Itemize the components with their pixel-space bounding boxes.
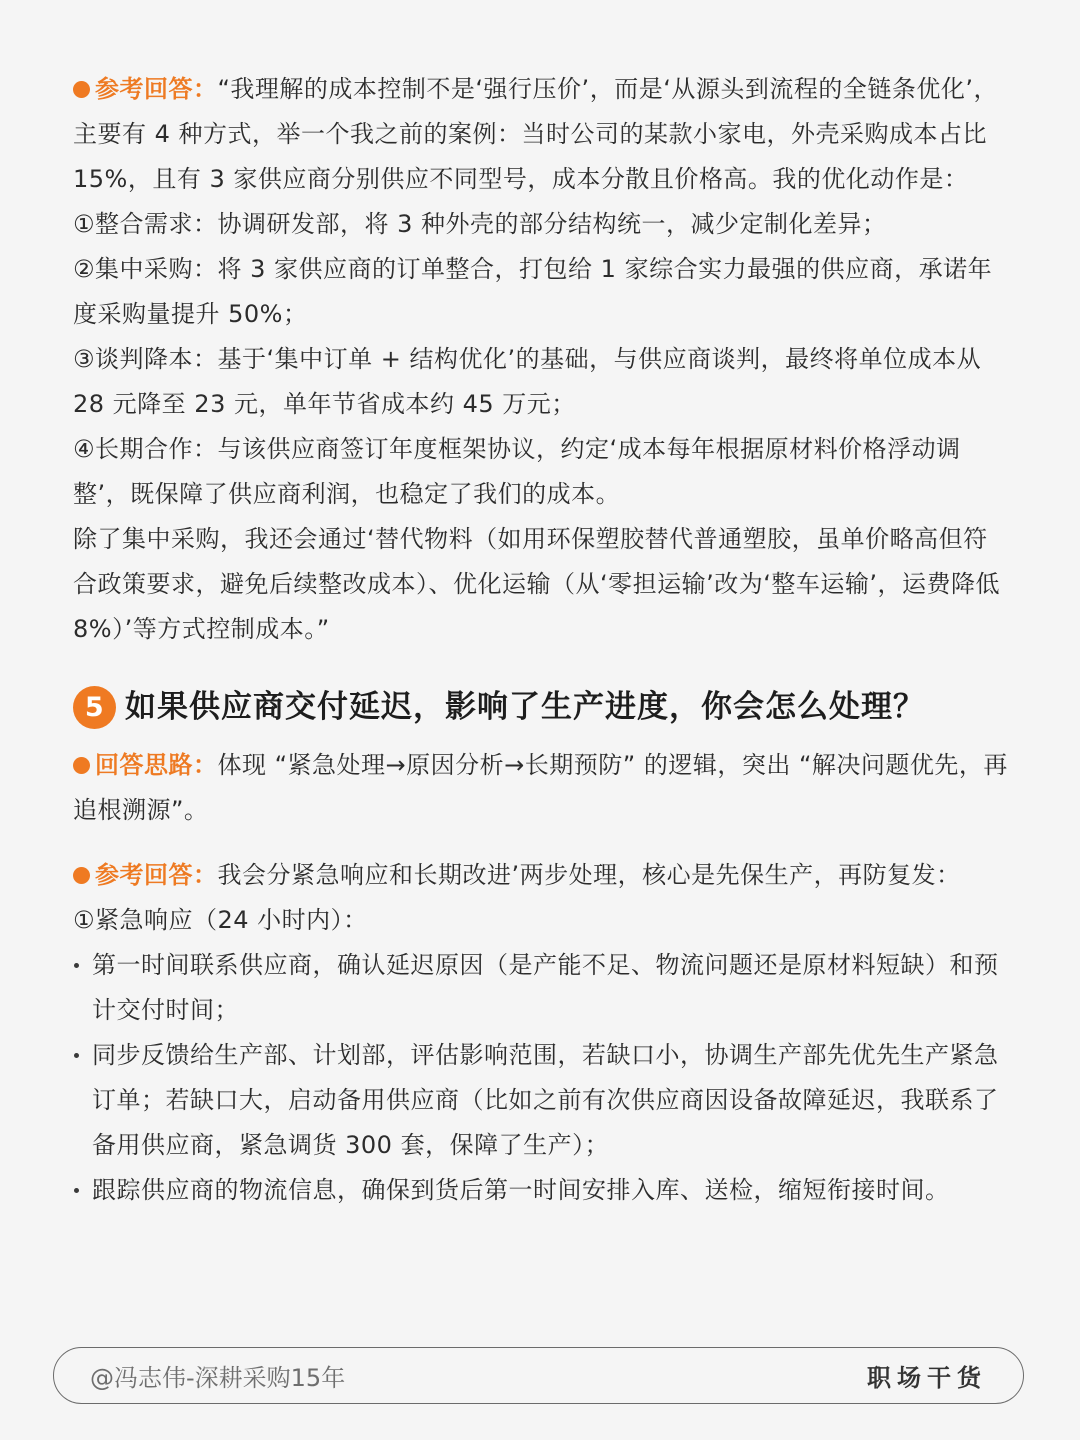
answer1-step-1: ①整合需求：协调研发部，将 3 种外壳的部分结构统一，减少定制化差异； <box>73 210 887 238</box>
list-item: 跟踪供应商的物流信息，确保到货后第一时间安排入库、送检，缩短衔接时间。 <box>73 1168 1008 1213</box>
article-body <box>73 67 1008 1213</box>
answer1-step-2: ②集中采购：将 3 家供应商的订单整合，打包给 1 家综合实力最强的供应商，承诺年度采购量提升 50%； <box>73 255 993 328</box>
section-5-title: 如果供应商交付延迟，影响了生产进度，你会怎么处理？ <box>125 688 925 725</box>
section-number-badge: 5 <box>73 686 116 729</box>
answer1-intro-paragraph <box>73 67 1008 202</box>
response-bullet-list <box>73 943 1008 1213</box>
bullet-dot-icon <box>73 81 90 98</box>
answer1-closing: 除了集中采购，我还会通过‘替代物料（如用环保塑胶替代普通塑胶，虽单价略高但符合政策要求，避免后续整改成本）、优化运输（从‘零担运输’改为‘整车运输’，运费降低 8%）’等方式控制成本。” <box>73 525 1001 643</box>
bullet-dot-icon <box>73 867 90 884</box>
approach-label: 回答思路： <box>95 751 218 779</box>
approach-paragraph <box>73 743 1008 833</box>
answer2-label: 参考回答： <box>95 861 218 889</box>
bullet-dot-icon <box>73 757 90 774</box>
answer2-step-1: ①紧急响应（24 小时内）： <box>73 906 368 934</box>
answer1-step-4: ④长期合作：与该供应商签订年度框架协议，约定‘成本每年根据原材料价格浮动调整’，既保障了供应商利润，也稳定了我们的成本。 <box>73 435 961 508</box>
spacer <box>73 833 1008 853</box>
spacer <box>73 652 1008 677</box>
answer1-label: 参考回答： <box>95 75 218 103</box>
section-5-heading <box>73 677 1008 737</box>
list-item: 第一时间联系供应商，确认延迟原因（是产能不足、物流问题还是原材料短缺）和预计交付时间； <box>73 943 1008 1033</box>
author-handle: @冯志伟-深耕采购15年 <box>90 1364 346 1392</box>
footer-tag: 职场干货 <box>867 1364 987 1392</box>
answer1-intro: “我理解的成本控制不是‘强行压价’，而是‘从源头到流程的全链条优化’，主要有 4 种方式，举一个我之前的案例：当时公司的某款小家电，外壳采购成本占比 15%，且有 3 家供应商分别供应不同型号，成本分散且价格高。我的优化动作是： <box>73 75 998 193</box>
footer-banner <box>53 1347 1024 1404</box>
answer1-step-3: ③谈判降本：基于‘集中订单 + 结构优化’的基础，与供应商谈判，最终将单位成本从 28 元降至 23 元，单年节省成本约 45 万元； <box>73 345 982 418</box>
answer2-paragraph <box>73 853 1008 898</box>
approach-text: 体现 “紧急处理→原因分析→长期预防” 的逻辑，突出 “解决问题优先，再追根溯源”。 <box>73 751 1008 824</box>
answer2-text: 我会分紧急响应和长期改进’两步处理，核心是先保生产，再防复发： <box>217 861 961 889</box>
list-item: 同步反馈给生产部、计划部，评估影响范围，若缺口小，协调生产部先优先生产紧急订单；若缺口大，启动备用供应商（比如之前有次供应商因设备故障延迟，我联系了备用供应商，紧急调货 300 套，保障了生产）； <box>73 1033 1008 1168</box>
